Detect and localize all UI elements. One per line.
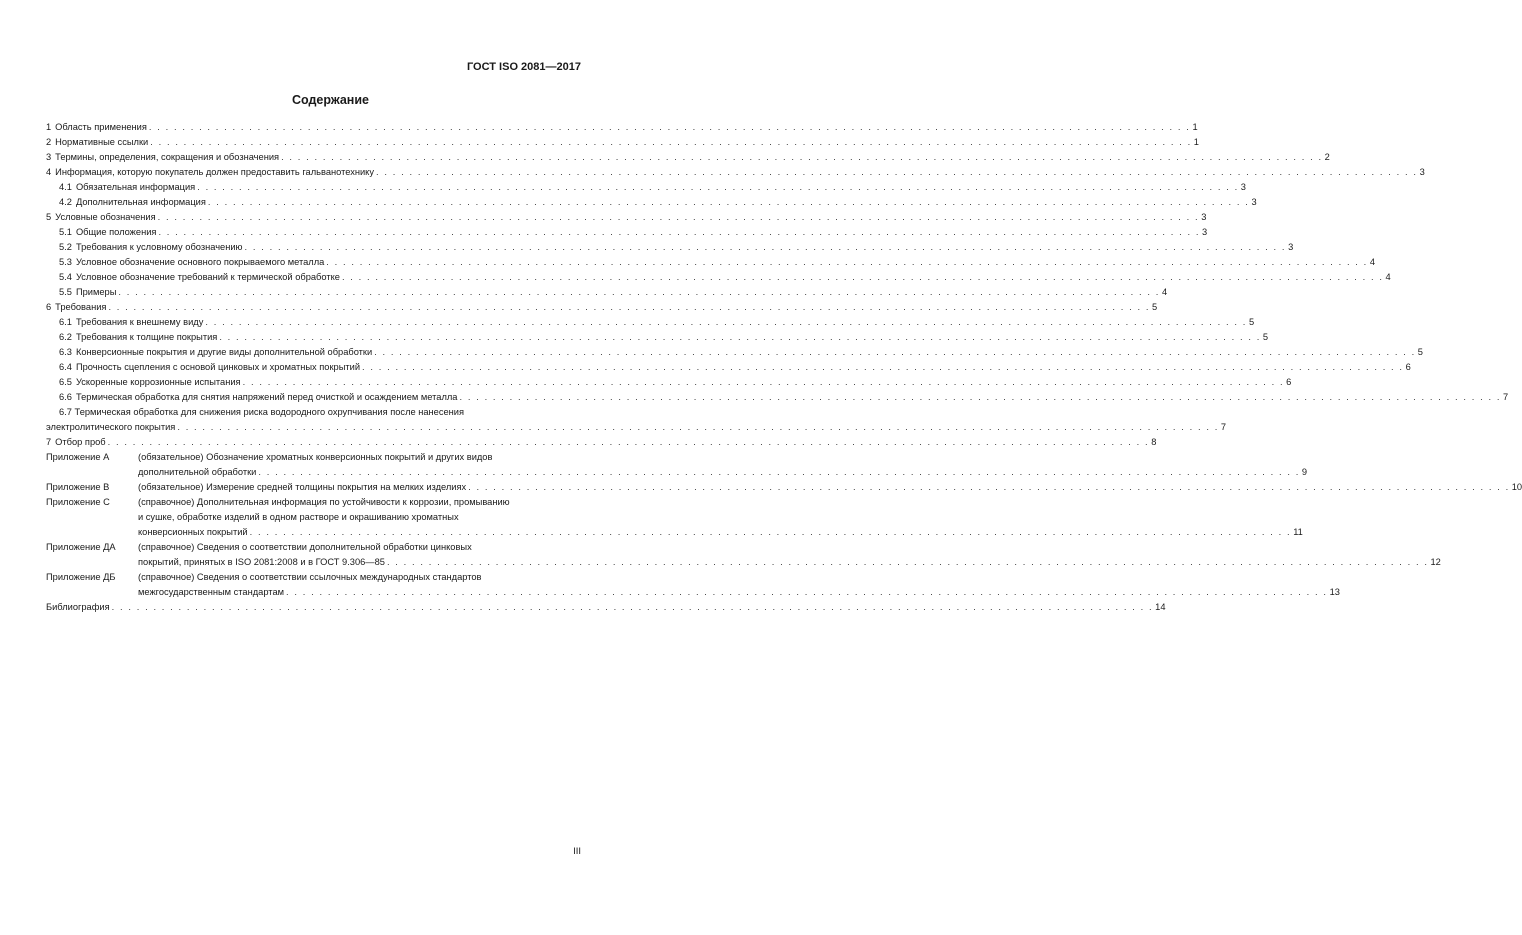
appendix-title-continued: дополнительной обработки: [138, 467, 257, 477]
dot-leader: [177, 420, 1219, 435]
dot-leader: [112, 600, 1154, 615]
dot-leader: [158, 225, 1200, 240]
appendix-title: (справочное) Сведения о соответствии дополнительной обработки цинковых: [138, 542, 472, 552]
entry-page: 5: [1262, 332, 1269, 342]
toc-entry[interactable]: [46, 135, 1199, 150]
appendix-title-continued: межгосударственным стандартам: [138, 587, 285, 597]
toc-subentry[interactable]: [46, 330, 1269, 345]
entry-page: 3: [1251, 197, 1257, 207]
toc-subentry[interactable]: [46, 360, 1411, 375]
entry-page: 1: [1192, 122, 1198, 132]
entry-number: 3: [46, 152, 52, 162]
entry-number: 2: [46, 137, 52, 147]
dot-leader: [342, 270, 1384, 285]
entry-page: 7: [1503, 392, 1509, 402]
entry-number: 5.5: [59, 287, 72, 297]
entry-page: 5: [1417, 347, 1423, 357]
toc-subentry[interactable]: [46, 390, 1509, 405]
entry-number: 6: [46, 302, 52, 312]
entry-title: Отбор проб: [55, 437, 106, 447]
appendix-entry-a[interactable]: [46, 450, 1308, 480]
dot-leader: [150, 135, 1192, 150]
bibliography-title: Библиография: [46, 602, 110, 612]
toc-entry[interactable]: [46, 150, 1330, 165]
toc-subentry[interactable]: [46, 345, 1423, 360]
entry-title-continued: электролитического покрытия: [46, 422, 176, 432]
dot-leader: [243, 375, 1285, 390]
dot-leader: [245, 240, 1287, 255]
dot-leader: [387, 555, 1429, 570]
dot-leader: [158, 210, 1200, 225]
entry-page: 3: [1419, 167, 1425, 177]
entry-title: Общие положения: [75, 227, 157, 237]
appendix-entry-b[interactable]: [46, 480, 1522, 495]
entry-page: 3: [1240, 182, 1246, 192]
appendix-page: 10: [1511, 482, 1522, 492]
appendix-label: Приложение ДБ: [46, 572, 116, 582]
entry-number: 5.4: [59, 272, 72, 282]
entry-page: 1: [1193, 137, 1199, 147]
entry-page: 4: [1161, 287, 1168, 297]
entry-title: Требования к условному обозначению: [75, 242, 243, 252]
entry-number: 6.3: [59, 347, 72, 357]
entry-title: Термическая обработка для снятия напряжений перед очисткой и осаждением металла: [75, 392, 458, 402]
appendix-title: (обязательное) Измерение средней толщины покрытия на мелких изделиях: [138, 482, 467, 492]
entry-title: Область применения: [55, 122, 147, 132]
entry-page: 4: [1385, 272, 1391, 282]
dot-leader: [118, 285, 1160, 300]
toc-subentry[interactable]: [46, 315, 1255, 330]
entry-title: Примеры: [75, 287, 117, 297]
toc-entry[interactable]: [46, 120, 1198, 135]
toc-entry[interactable]: [46, 210, 1207, 225]
dot-leader: [459, 390, 1501, 405]
entry-page: 7: [1220, 422, 1227, 432]
entry-number: 5.3: [59, 257, 72, 267]
toc-subentry[interactable]: [46, 285, 1168, 300]
toc-subentry[interactable]: [46, 180, 1246, 195]
document-code: ГОСТ ISO 2081—2017: [466, 61, 581, 73]
entry-number: 6.5: [59, 377, 72, 387]
toc-subentry[interactable]: [46, 225, 1208, 240]
page-title: Содержание: [291, 93, 369, 107]
bibliography-entry[interactable]: [46, 600, 1166, 615]
toc-subentry[interactable]: [46, 255, 1376, 270]
appendix-title-continued: конверсионных покрытий: [138, 527, 248, 537]
appendix-entry-db[interactable]: [46, 570, 1340, 600]
entry-number: 5.1: [59, 227, 72, 237]
entry-title: Ускоренные коррозионные испытания: [75, 377, 241, 387]
entry-title: Условное обозначение требований к термической обработке: [75, 272, 340, 282]
appendix-label: Приложение А: [46, 452, 110, 462]
toc-entry-continuation: [46, 420, 1227, 435]
entry-number: 7: [46, 437, 52, 447]
dot-leader: [197, 180, 1239, 195]
page-number: III: [573, 846, 581, 857]
appendix-title: (справочное) Сведения о соответствии ссылочных международных стандартов: [138, 572, 482, 582]
dot-leader: [108, 300, 1150, 315]
toc-subentry[interactable]: [46, 375, 1292, 390]
entry-title: Обязательная информация: [75, 182, 196, 192]
appendix-label: Приложение С: [46, 497, 110, 507]
entry-title: Конверсионные покрытия и другие виды дополнительной обработки: [75, 347, 373, 357]
entry-page: 6: [1286, 377, 1292, 387]
dot-leader: [149, 120, 1191, 135]
entry-number: 6.2: [59, 332, 72, 342]
entry-number: 5.2: [59, 242, 72, 252]
entry-title: Условное обозначение основного покрываемого металла: [75, 257, 325, 267]
appendix-page: 9: [1301, 467, 1308, 477]
toc-entry[interactable]: [46, 300, 1158, 315]
entry-page: 3: [1288, 242, 1294, 252]
appendix-entry-da[interactable]: [46, 540, 1441, 570]
entry-title: Нормативные ссылки: [55, 137, 149, 147]
entry-page: 8: [1151, 437, 1157, 447]
toc-entry[interactable]: [46, 435, 1157, 450]
dot-leader: [250, 525, 1292, 540]
appendix-page: 11: [1293, 527, 1303, 537]
entry-title: Термины, определения, сокращения и обозначения: [55, 152, 280, 162]
toc-entry[interactable]: [46, 165, 1425, 180]
entry-page: 2: [1324, 152, 1330, 162]
entry-title: Прочность сцепления с основой цинковых и хроматных покрытий: [75, 362, 361, 372]
dot-leader: [281, 150, 1323, 165]
appendix-title: (обязательное) Обозначение хроматных конверсионных покрытий и других видов: [138, 452, 493, 462]
entry-title: Термическая обработка для снижения риска водородного охрупчивания после нанесения: [74, 407, 465, 417]
entry-number: 6.6: [59, 392, 72, 402]
dot-leader: [258, 465, 1300, 480]
dot-leader: [286, 585, 1328, 600]
dot-leader: [376, 165, 1418, 180]
entry-number: 5: [46, 212, 52, 222]
entry-number: 4: [46, 167, 52, 177]
dot-leader: [362, 360, 1404, 375]
appendix-entry-c[interactable]: [46, 495, 1303, 540]
table-of-contents: [46, 120, 1522, 615]
dot-leader: [108, 435, 1150, 450]
entry-page: 4: [1369, 257, 1376, 267]
entry-number: 4.1: [59, 182, 72, 192]
dot-leader: [219, 330, 1261, 345]
toc-subentry[interactable]: [46, 270, 1391, 285]
entry-title: Условные обозначения: [55, 212, 156, 222]
entry-title: Дополнительная информация: [75, 197, 206, 207]
toc-subentry[interactable]: [46, 405, 583, 420]
entry-number: 1: [46, 122, 52, 132]
bibliography-page: 14: [1155, 602, 1166, 612]
dot-leader: [326, 255, 1368, 270]
appendix-title-continued: и сушке, обработке изделий в одном растворе и окрашиванию хроматных: [138, 512, 459, 522]
dot-leader: [208, 195, 1250, 210]
entry-number: 6.1: [59, 317, 72, 327]
entry-number: 6.7: [59, 407, 72, 417]
entry-page: 3: [1201, 212, 1207, 222]
dot-leader: [374, 345, 1416, 360]
entry-page: 5: [1248, 317, 1255, 327]
entry-page: 3: [1202, 227, 1208, 237]
dot-leader: [205, 315, 1247, 330]
entry-title: Требования к внешнему виду: [75, 317, 204, 327]
entry-number: 4.2: [59, 197, 72, 207]
toc-subentry[interactable]: [46, 195, 1257, 210]
dot-leader: [468, 480, 1510, 495]
entry-number: 6.4: [59, 362, 72, 372]
appendix-page: 12: [1430, 557, 1441, 567]
appendix-title: (справочное) Дополнительная информация по устойчивости к коррозии, промыванию: [138, 497, 510, 507]
appendix-page: 13: [1329, 587, 1340, 597]
entry-title: Требования: [55, 302, 107, 312]
entry-page: 6: [1405, 362, 1411, 372]
entry-title: Информация, которую покупатель должен предоставить гальванотехнику: [55, 167, 375, 177]
appendix-label: Приложение В: [46, 482, 110, 492]
entry-title: Требования к толщине покрытия: [75, 332, 218, 342]
entry-page: 5: [1152, 302, 1158, 312]
toc-subentry[interactable]: [46, 240, 1294, 255]
appendix-label: Приложение ДА: [46, 542, 116, 552]
appendix-title-continued: покрытий, принятых в ISO 2081:2008 и в ГОСТ 9.306—85: [138, 557, 385, 567]
